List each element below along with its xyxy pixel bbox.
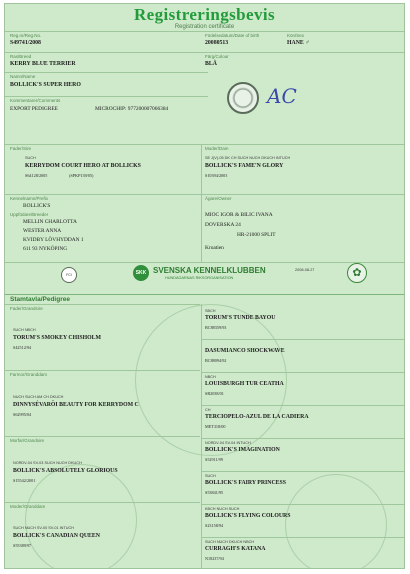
owner-city: HR-21000 SPLIT [237,232,276,238]
ggp-name: TORUM'S TUNDE BAYOU [205,315,276,321]
breeder-name-1: MELLIN CHARLOTTA [23,219,77,225]
ggp-titles: SBCH [205,309,216,313]
registration-number: S49741/2008 [10,40,41,46]
sire-name: KERRYDOM COURT HERO AT BOLLICKS [25,163,141,169]
ggp-name: LOUISBURGH TUR CEATHA [205,381,284,387]
breeder-prefix: BOLLICK'S [23,203,51,209]
ggp-titles: NORDV-04 SV-04 INTUCH [205,441,251,445]
ggp-reg: S52911/99 [205,457,223,462]
owner-address: DOVERSKA 24 [205,222,241,228]
grandsire-paternal-label: Fader/Grandsire [10,306,43,311]
dob-label: Födelsedatum/Date of birth [205,33,260,38]
gp3-name: BOLLICK'S ABSOLUTELY GLORIOUS [13,468,118,474]
sire-extra: (SPKP139/05) [69,173,94,178]
owner-label: Ägare/Owner [205,196,232,201]
gp4-name: BOLLICK'S CANADIAN QUEEN [13,533,100,539]
dam-label: Moder/Dam [205,146,229,151]
breed-label: Ras/Breed [10,54,32,59]
ggp-reg: BC88094/92 [205,358,227,363]
sire-titles: SUCH [25,156,36,160]
ggp-reg: SB2038/01 [205,391,224,396]
ggp-name: DASUMIANCO SHOCKWAVE [205,348,285,354]
ggp-titles: NBCH [205,375,216,379]
skk-logo: SKK [133,265,149,281]
name-label: Namn/Name [10,74,36,79]
breeder-address: KVIDBY LÖVHYDDAN 1 [23,237,84,243]
dam-titles: SE J(V)-05 DK CH SUCH NUCH DKUCH INTUCH [205,156,291,160]
ggp-reg: BC88359/93 [205,325,227,330]
ggp-reg: S53841/95 [205,490,224,495]
pedigree-header: Stamtavla/Pedigree [10,296,70,303]
color-value: BLÅ [205,61,217,67]
dam-reg: S10394/2003 [205,173,228,178]
breed-value: KERRY BLUE TERRIER [10,61,76,67]
sex-label: Kön/Sex [287,33,305,38]
document-subtitle: Registration certificate [174,24,235,30]
ggp-reg: MET318/00 [205,424,226,429]
fci-logo: FCI [61,267,77,283]
ggp-reg: N18237/94 [205,556,224,561]
watermark-seal [25,464,137,569]
owner-name: MIOC IGOR & BILIC IVANA [205,212,273,218]
ggp-name: BOLLICK'S IMAGINATION [205,447,280,453]
regnr-label: Reg.nr/Reg.No. [10,33,42,38]
watermark-seal [285,474,387,569]
dog-name: BOLLICK'S SUPER HERO [10,82,81,88]
document-title: Registreringsbevis [134,5,275,24]
gp1-reg: S42512/94 [13,345,32,350]
ggp-reg: S23158/94 [205,523,224,528]
gp3-reg: S15542/2001 [13,478,36,483]
color-label: Färg/Colour [205,54,229,59]
granddam-maternal-label: Moder/Granddam [10,504,46,509]
date-of-birth: 20080513 [205,40,229,46]
signature: AC [267,84,297,108]
sire-label: Fader/Sire [10,146,32,151]
ggp-name: CURRAGH'S KATANA [205,546,266,552]
gp2-name: DINNYSÉVARÖI BEAUTY FOR KERRYDOM C [13,402,139,408]
prefix-label: Kennelnamn/Prefix [10,196,49,201]
ggp-titles: CH [205,408,211,412]
ggp-name: TERCIOPELO-AZUL DE LA CADIERA [205,414,309,420]
comment-value: EXPORT PEDIGREE [10,106,58,112]
gp1-name: TORUM'S SMOKEY CHISHOLM [13,335,101,341]
ggp-titles: KBCH NUCH SUCH [205,507,240,511]
sex-value: HANE ♂ [287,40,310,46]
gp3-titles: NORDV-04 SV-03 SUCH NUCH DKUCH [13,461,82,465]
club-subname: HUNDÄGARNAS RIKSORGANISATION [165,276,234,280]
gp2-reg: S62995/04 [13,412,32,417]
gp4-reg: S55389/97 [13,543,32,548]
official-seal [227,82,259,114]
gp2-titles: NUCH SUCH AM CH DKUCH [13,395,64,399]
granddam-paternal-label: Farmor/Granddam [10,372,48,377]
microchip-value: MICROCHIP: 977200007066384 [95,106,169,112]
breeder-label: Uppfödare/Breeder [10,212,49,217]
club-name: SVENSKA KENNELKLUBBEN [153,266,266,275]
sire-reg: S64128/2005 [25,173,48,178]
issue-date: 2008-08-27 [295,268,315,272]
paw-logo: ✿ [347,263,367,283]
gp4-titles: SUCH NUCH SV-00 SV-01 INTUCH [13,526,74,530]
breeder-name-2: WESTER ANNA [23,228,62,234]
owner-country: Kroatien [205,245,224,251]
ggp-name: BOLLICK'S FLYING COLOURS [205,513,291,519]
registration-certificate [4,3,405,569]
ggp-name: BOLLICK'S FAIRY PRINCESS [205,480,286,486]
ggp-titles: SUCH [205,474,216,478]
dam-name: BOLLICK'S FAME'N GLORY [205,163,284,169]
gp1-titles: SUCH NBCH [13,328,36,332]
breeder-city: 611 93 NYKÖPING [23,246,68,252]
ggp-titles: SUCH NUCH DKUCH NBCH [205,540,255,544]
grandsire-maternal-label: Morfar/Grandsire [10,438,45,443]
comments-label: Kommentarer/Comments [10,98,61,103]
